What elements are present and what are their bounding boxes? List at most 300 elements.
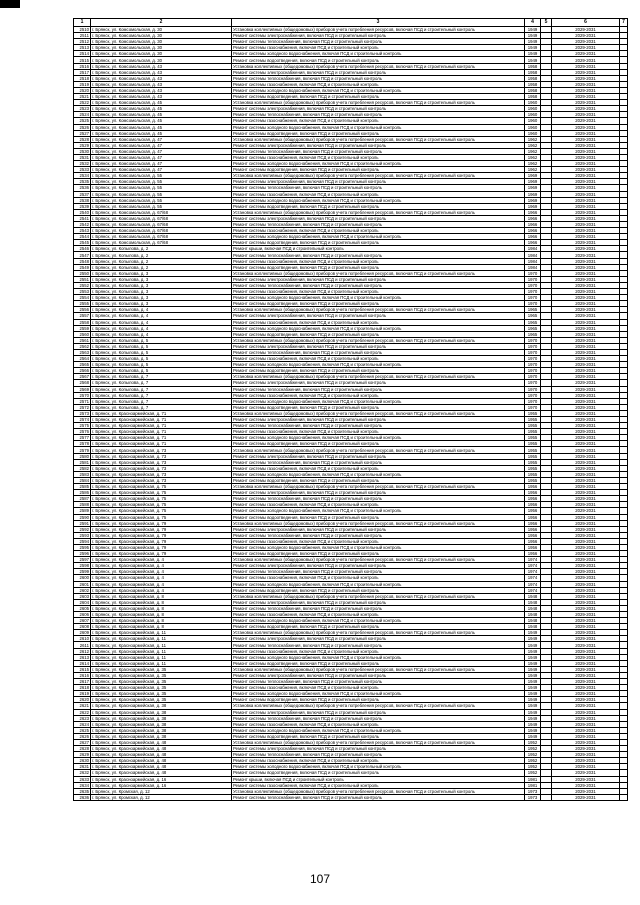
year-cell: 1962	[525, 161, 541, 167]
period-cell: 2029-2031	[552, 154, 620, 160]
year-cell: 1956	[525, 551, 541, 557]
address-cell: г. Брянск, ул. Копылова, д. 7	[91, 404, 232, 410]
work-type-cell: Ремонт системы газоснабжения, включая ПСД и строительный контроль	[232, 648, 525, 654]
row-number-cell: 2564	[74, 356, 91, 362]
row-number-cell: 2597	[74, 557, 91, 563]
year-cell: 1955	[525, 429, 541, 435]
period-cell: 2029-2031	[552, 81, 620, 87]
address-cell: г. Брянск, ул. Красноармейская, д. 16	[91, 782, 232, 788]
row-number-cell: 2630	[74, 758, 91, 764]
period-cell: 2029-2031	[552, 161, 620, 167]
period-cell: 2029-2031	[552, 57, 620, 63]
period-cell: 2029-2031	[552, 27, 620, 33]
work-type-cell: Ремонт системы газоснабжения, включая ПСД и строительный контроль	[232, 538, 525, 544]
row-number-cell: 2608	[74, 624, 91, 630]
work-type-cell: Установка коллективных (общедомовых) приборов учета потребления ресурсов, включая ПСД и строительный контроль	[232, 410, 525, 416]
address-cell: г. Брянск, ул. Комсомольская, д. 55	[91, 179, 232, 185]
address-cell: г. Брянск, ул. Красноармейская, д. 75	[91, 508, 232, 514]
year-cell: 1955	[525, 459, 541, 465]
work-type-cell: Ремонт системы газоснабжения, включая ПСД и строительный контроль	[232, 685, 525, 691]
period-cell: 2029-2031	[552, 788, 620, 794]
work-type-cell: Ремонт системы газоснабжения, включая ПСД и строительный контроль	[232, 81, 525, 87]
row-number-cell: 2613	[74, 654, 91, 660]
period-cell: 2029-2031	[552, 624, 620, 630]
work-type-cell: Ремонт системы водоотведения, включая ПСД и строительный контроль	[232, 167, 525, 173]
address-cell: г. Брянск, ул. Красноармейская, д. 48	[91, 752, 232, 758]
row-number-cell: 2632	[74, 770, 91, 776]
address-cell: г. Брянск, ул. Красноармейская, д. 79	[91, 532, 232, 538]
work-type-cell: Ремонт системы электроснабжения, включая ПСД и строительный контроль	[232, 636, 525, 642]
row-number-cell: 2542	[74, 222, 91, 228]
year-cell: 1956	[525, 502, 541, 508]
year-cell: 1955	[525, 441, 541, 447]
work-type-cell: Установка коллективных (общедомовых) приборов учета потребления ресурсов, включая ПСД и строительный контроль	[232, 270, 525, 276]
address-cell: г. Брянск, ул. Комсомольская, д. 30	[91, 45, 232, 51]
year-cell: 1970	[525, 386, 541, 392]
address-cell: г. Брянск, ул. Копылова, д. 5	[91, 362, 232, 368]
row-number-cell: 2567	[74, 374, 91, 380]
period-cell: 2029-2031	[552, 209, 620, 215]
address-cell: г. Брянск, ул. Красноармейская, д. 35	[91, 679, 232, 685]
address-cell: г. Брянск, ул. Красноармейская, д. 75	[91, 514, 232, 520]
period-cell: 2029-2031	[552, 319, 620, 325]
row-number-cell: 2601	[74, 581, 91, 587]
work-type-cell: Ремонт системы водоотведения, включая ПСД и строительный контроль	[232, 240, 525, 246]
period-cell: 2029-2031	[552, 520, 620, 526]
year-cell: 1970	[525, 301, 541, 307]
year-cell: 1949	[525, 697, 541, 703]
row-number-cell: 2522	[74, 100, 91, 106]
work-type-cell: Ремонт системы электроснабжения, включая ПСД и строительный контроль	[232, 746, 525, 752]
period-cell: 2029-2031	[552, 191, 620, 197]
work-type-cell: Ремонт системы теплоснабжения, включая ПСД и строительный контроль	[232, 679, 525, 685]
address-cell: г. Брянск, ул. Красноармейская, д. 11	[91, 654, 232, 660]
period-cell: 2029-2031	[552, 423, 620, 429]
address-cell: г. Брянск, ул. Комсомольская, д. 30	[91, 33, 232, 39]
work-type-cell: Установка коллективных (общедомовых) приборов учета потребления ресурсов, включая ПСД и строительный контроль	[232, 484, 525, 490]
work-type-cell: Ремонт системы теплоснабжения, включая ПСД и строительный контроль	[232, 112, 525, 118]
address-cell: г. Брянск, ул. Красноармейская, д. 35	[91, 697, 232, 703]
row-number-cell: 2602	[74, 587, 91, 593]
address-cell: г. Брянск, ул. Комсомольская, д. 45	[91, 112, 232, 118]
work-type-cell: Ремонт системы теплоснабжения, включая ПСД и строительный контроль	[232, 349, 525, 355]
works-table	[73, 18, 628, 801]
work-type-cell: Ремонт системы водоотведения, включая ПСД и строительный контроль	[232, 203, 525, 209]
period-cell: 2029-2031	[552, 148, 620, 154]
period-cell: 2029-2031	[552, 234, 620, 240]
period-cell: 2029-2031	[552, 380, 620, 386]
row-number-cell: 2529	[74, 142, 91, 148]
row-number-cell: 2532	[74, 161, 91, 167]
work-type-cell: Ремонт системы электроснабжения, включая ПСД и строительный контроль	[232, 563, 525, 569]
address-cell: г. Брянск, ул. Копылова, д. 3	[91, 282, 232, 288]
period-cell: 2029-2031	[552, 270, 620, 276]
period-cell: 2029-2031	[552, 313, 620, 319]
year-cell: 1966	[525, 234, 541, 240]
row-number-cell: 2545	[74, 240, 91, 246]
period-cell: 2029-2031	[552, 404, 620, 410]
address-cell: г. Брянск, ул. Красноармейская, д. 11	[91, 636, 232, 642]
column-header: 4	[525, 19, 541, 27]
year-cell: 1966	[525, 228, 541, 234]
address-cell: г. Брянск, ул. Красноармейская, д. 38	[91, 733, 232, 739]
address-cell: г. Брянск, ул. Красноармейская, д. 79	[91, 551, 232, 557]
row-number-cell: 2579	[74, 447, 91, 453]
period-cell: 2029-2031	[552, 258, 620, 264]
row-number-cell: 2588	[74, 502, 91, 508]
address-cell: г. Брянск, ул. Красноармейская, д. 79	[91, 538, 232, 544]
period-cell: 2029-2031	[552, 508, 620, 514]
year-cell: 1969	[525, 173, 541, 179]
period-cell: 2029-2031	[552, 240, 620, 246]
note-cell	[620, 794, 628, 800]
year-cell: 1949	[525, 721, 541, 727]
row-number-cell: 2615	[74, 666, 91, 672]
period-cell: 2029-2031	[552, 630, 620, 636]
address-cell: г. Брянск, ул. Красноармейская, д. 4	[91, 563, 232, 569]
address-cell: г. Брянск, ул. Красноармейская, д. 48	[91, 758, 232, 764]
year-cell: 1970	[525, 276, 541, 282]
row-number-cell: 2560	[74, 331, 91, 337]
work-type-cell: Ремонт системы холодного водоснабжения, включая ПСД и строительный контроль	[232, 161, 525, 167]
address-cell: г. Брянск, ул. Копылова, д. 7	[91, 380, 232, 386]
row-number-cell: 2594	[74, 538, 91, 544]
row-number-cell: 2591	[74, 520, 91, 526]
work-type-cell: Ремонт системы газоснабжения, включая ПСД и строительный контроль	[232, 258, 525, 264]
period-cell: 2029-2031	[552, 87, 620, 93]
work-type-cell: Ремонт системы электроснабжения, включая ПСД и строительный контроль	[232, 380, 525, 386]
row-number-cell: 2553	[74, 289, 91, 295]
row-number-cell: 2514	[74, 51, 91, 57]
row-number-cell: 2576	[74, 429, 91, 435]
period-cell: 2029-2031	[552, 410, 620, 416]
period-cell: 2029-2031	[552, 228, 620, 234]
year-cell: 1949	[525, 660, 541, 666]
year-cell: 1970	[525, 392, 541, 398]
address-cell: г. Брянск, ул. Красноармейская, д. 8	[91, 624, 232, 630]
work-type-cell: Ремонт системы теплоснабжения, включая ПСД и строительный контроль	[232, 282, 525, 288]
extra-cell	[541, 794, 552, 800]
period-cell: 2029-2031	[552, 691, 620, 697]
address-cell: г. Брянск, ул. Комсомольская, д. 43	[91, 63, 232, 69]
row-number-cell: 2554	[74, 295, 91, 301]
period-cell: 2029-2031	[552, 368, 620, 374]
row-number-cell: 2620	[74, 697, 91, 703]
year-cell: 1958	[525, 75, 541, 81]
row-number-cell: 2590	[74, 514, 91, 520]
year-cell: 1966	[525, 240, 541, 246]
period-cell: 2029-2031	[552, 587, 620, 593]
row-number-cell: 2541	[74, 215, 91, 221]
period-cell: 2029-2031	[552, 557, 620, 563]
address-cell: г. Брянск, ул. Копылова, д. 7	[91, 398, 232, 404]
work-type-cell: Ремонт системы газоснабжения, включая ПСД и строительный контроль	[232, 465, 525, 471]
year-cell: 1955	[525, 471, 541, 477]
year-cell: 1970	[525, 270, 541, 276]
address-cell: г. Брянск, ул. Копылова, д. 5	[91, 368, 232, 374]
address-cell: г. Брянск, ул. Красноармейская, д. 75	[91, 496, 232, 502]
work-type-cell: Установка коллективных (общедомовых) приборов учета потребления ресурсов, включая ПСД и строительный контроль	[232, 630, 525, 636]
period-cell: 2029-2031	[552, 386, 620, 392]
period-cell: 2029-2031	[552, 721, 620, 727]
row-number-cell: 2612	[74, 648, 91, 654]
period-cell: 2029-2031	[552, 575, 620, 581]
year-cell: 1949	[525, 57, 541, 63]
row-number-cell: 2551	[74, 276, 91, 282]
address-cell: г. Брянск, ул. Комсомольская, д. 45	[91, 106, 232, 112]
row-number-cell: 2530	[74, 148, 91, 154]
year-cell: 1984	[525, 258, 541, 264]
column-header: 1	[74, 19, 91, 27]
period-cell: 2029-2031	[552, 39, 620, 45]
period-cell: 2029-2031	[552, 636, 620, 642]
period-cell: 2029-2031	[552, 526, 620, 532]
work-type-cell: Ремонт системы холодного водоснабжения, включая ПСД и строительный контроль	[232, 508, 525, 514]
year-cell: 1984	[525, 252, 541, 258]
row-number-cell: 2519	[74, 81, 91, 87]
period-cell: 2029-2031	[552, 417, 620, 423]
address-cell: г. Брянск, ул. Красноармейская, д. 11	[91, 642, 232, 648]
year-cell: 1965	[525, 331, 541, 337]
row-number-cell: 2607	[74, 618, 91, 624]
row-number-cell: 2617	[74, 679, 91, 685]
work-type-cell: Ремонт системы теплоснабжения, включая ПСД и строительный контроль	[232, 752, 525, 758]
work-type-cell: Ремонт системы водоотведения, включая ПСД и строительный контроль	[232, 368, 525, 374]
work-type-cell: Ремонт системы холодного водоснабжения, включая ПСД и строительный контроль	[232, 581, 525, 587]
year-cell: 1969	[525, 185, 541, 191]
work-type-cell: Установка коллективных (общедомовых) приборов учета потребления ресурсов, включая ПСД и строительный контроль	[232, 337, 525, 343]
period-cell: 2029-2031	[552, 758, 620, 764]
row-number-cell: 2510	[74, 27, 91, 33]
row-number-cell: 2568	[74, 380, 91, 386]
address-cell: г. Брянск, ул. Красноармейская, д. 73	[91, 453, 232, 459]
row-number-cell: 2589	[74, 508, 91, 514]
address-cell: г. Брянск, ул. Копылова, д. 3	[91, 295, 232, 301]
work-type-cell: Ремонт системы теплоснабжения, включая ПСД и строительный контроль	[232, 386, 525, 392]
address-cell: г. Брянск, ул. Красноармейская, д. 38	[91, 715, 232, 721]
year-cell: 1970	[525, 356, 541, 362]
work-type-cell: Установка коллективных (общедомовых) приборов учета потребления ресурсов, включая ПСД и строительный контроль	[232, 703, 525, 709]
period-cell: 2029-2031	[552, 203, 620, 209]
work-type-cell: Ремонт системы холодного водоснабжения, включая ПСД и строительный контроль	[232, 544, 525, 550]
address-cell: г. Брянск, ул. Комсомольская, д. 55	[91, 173, 232, 179]
address-cell: г. Брянск, ул. Красноармейская, д. 35	[91, 685, 232, 691]
address-cell: г. Брянск, ул. Копылова, д. 4	[91, 331, 232, 337]
work-type-cell: Ремонт системы водоотведения, включая ПСД и строительный контроль	[232, 624, 525, 630]
period-cell: 2029-2031	[552, 581, 620, 587]
year-cell: 1955	[525, 410, 541, 416]
year-cell: 1952	[525, 746, 541, 752]
row-number-cell: 2547	[74, 252, 91, 258]
year-cell: 1948	[525, 618, 541, 624]
year-cell: 1948	[525, 612, 541, 618]
year-cell: 1955	[525, 417, 541, 423]
address-cell: г. Брянск, ул. Красноармейская, д. 11	[91, 630, 232, 636]
row-number-cell: 2610	[74, 636, 91, 642]
address-cell: г. Брянск, ул. Красноармейская, д. 8	[91, 618, 232, 624]
row-number-cell: 2636	[74, 794, 91, 800]
row-number-cell: 2546	[74, 246, 91, 252]
period-cell: 2029-2031	[552, 471, 620, 477]
period-cell: 2029-2031	[552, 374, 620, 380]
work-type-cell: Установка коллективных (общедомовых) приборов учета потребления ресурсов, включая ПСД и строительный контроль	[232, 136, 525, 142]
year-cell: 1952	[525, 770, 541, 776]
row-number-cell: 2521	[74, 94, 91, 100]
period-cell: 2029-2031	[552, 453, 620, 459]
row-number-cell: 2616	[74, 672, 91, 678]
address-cell: г. Брянск, ул. Красноармейская, д. 73	[91, 465, 232, 471]
row-number-cell: 2556	[74, 307, 91, 313]
row-number-cell: 2635	[74, 788, 91, 794]
row-number-cell: 2633	[74, 776, 91, 782]
period-cell: 2029-2031	[552, 727, 620, 733]
year-cell: 1955	[525, 435, 541, 441]
year-cell: 1948	[525, 605, 541, 611]
address-cell: г. Брянск, ул. Красноармейская, д. 38	[91, 703, 232, 709]
row-number-cell: 2629	[74, 752, 91, 758]
year-cell: 1956	[525, 544, 541, 550]
work-type-cell: Ремонт системы холодного водоснабжения, включая ПСД и строительный контроль	[232, 727, 525, 733]
address-cell: г. Брянск, ул. Красноармейская, д. 8	[91, 612, 232, 618]
period-cell: 2029-2031	[552, 356, 620, 362]
work-type-cell: Ремонт системы электроснабжения, включая ПСД и строительный контроль	[232, 69, 525, 75]
work-type-cell: Установка коллективных (общедомовых) приборов учета потребления ресурсов, включая ПСД и строительный контроль	[232, 100, 525, 106]
address-cell: г. Брянск, ул. Комсомольская, д. 43	[91, 81, 232, 87]
address-cell: г. Брянск, ул. Комсомольская, д. 45	[91, 100, 232, 106]
period-cell: 2029-2031	[552, 118, 620, 124]
address-cell: г. Брянск, ул. Красноармейская, д. 75	[91, 502, 232, 508]
period-cell: 2029-2031	[552, 142, 620, 148]
work-type-cell: Ремонт системы теплоснабжения, включая ПСД и строительный контроль	[232, 75, 525, 81]
row-number-cell: 2605	[74, 605, 91, 611]
address-cell: г. Брянск, ул. Комсомольская, д. 45	[91, 124, 232, 130]
year-cell: 1970	[525, 289, 541, 295]
row-number-cell: 2515	[74, 57, 91, 63]
period-cell: 2029-2031	[552, 282, 620, 288]
year-cell: 1952	[525, 752, 541, 758]
address-cell: г. Брянск, ул. Комсомольская, д. 43	[91, 87, 232, 93]
address-cell: г. Брянск, ул. Комсомольская, д. 47	[91, 154, 232, 160]
period-cell: 2029-2031	[552, 490, 620, 496]
year-cell: 1970	[525, 349, 541, 355]
period-cell: 2029-2031	[552, 703, 620, 709]
year-cell: 1949	[525, 630, 541, 636]
year-cell: 1958	[525, 81, 541, 87]
row-number-cell: 2524	[74, 112, 91, 118]
period-cell: 2029-2031	[552, 618, 620, 624]
year-cell: 1960	[525, 118, 541, 124]
period-cell: 2029-2031	[552, 538, 620, 544]
address-cell: г. Брянск, ул. Копылова, д. 3	[91, 270, 232, 276]
address-cell: г. Брянск, ул. Комсомольская, д. 47	[91, 167, 232, 173]
period-cell: 2029-2031	[552, 289, 620, 295]
work-type-cell: Установка коллективных (общедомовых) приборов учета потребления ресурсов, включая ПСД и строительный контроль	[232, 739, 525, 745]
period-cell: 2029-2031	[552, 477, 620, 483]
year-cell: 1956	[525, 514, 541, 520]
row-number-cell: 2623	[74, 715, 91, 721]
row-number-cell: 2595	[74, 544, 91, 550]
work-type-cell: Ремонт системы холодного водоснабжения, включая ПСД и строительный контроль	[232, 764, 525, 770]
period-cell: 2029-2031	[552, 484, 620, 490]
work-type-cell: Ремонт системы холодного водоснабжения, включая ПСД и строительный контроль	[232, 435, 525, 441]
work-type-cell: Ремонт системы теплоснабжения, включая ПСД и строительный контроль	[232, 496, 525, 502]
work-type-cell: Ремонт системы теплоснабжения, включая ПСД и строительный контроль	[232, 148, 525, 154]
row-number-cell: 2606	[74, 612, 91, 618]
work-type-cell: Ремонт системы электроснабжения, включая ПСД и строительный контроль	[232, 453, 525, 459]
year-cell: 1949	[525, 727, 541, 733]
address-cell: г. Брянск, ул. Красноармейская, д. 73	[91, 447, 232, 453]
work-type-cell: Установка коллективных (общедомовых) приборов учета потребления ресурсов, включая ПСД и строительный контроль	[232, 788, 525, 794]
work-type-cell: Установка коллективных (общедомовых) приборов учета потребления ресурсов, включая ПСД и строительный контроль	[232, 557, 525, 563]
row-number-cell: 2584	[74, 477, 91, 483]
work-type-cell: Ремонт системы электроснабжения, включая ПСД и строительный контроль	[232, 709, 525, 715]
work-type-cell: Ремонт системы теплоснабжения, включая ПСД и строительный контроль	[232, 185, 525, 191]
work-type-cell: Ремонт системы теплоснабжения, включая ПСД и строительный контроль	[232, 715, 525, 721]
row-number-cell: 2538	[74, 197, 91, 203]
address-cell: г. Брянск, ул. Копылова, д. 4	[91, 307, 232, 313]
period-cell: 2029-2031	[552, 307, 620, 313]
period-cell: 2029-2031	[552, 593, 620, 599]
period-cell: 2029-2031	[552, 246, 620, 252]
row-number-cell: 2603	[74, 593, 91, 599]
year-cell: 1948	[525, 599, 541, 605]
work-type-cell: Установка коллективных (общедомовых) приборов учета потребления ресурсов, включая ПСД и строительный контроль	[232, 173, 525, 179]
work-type-cell: Ремонт системы теплоснабжения, включая ПСД и строительный контроль	[232, 39, 525, 45]
year-cell: 1949	[525, 642, 541, 648]
row-number-cell: 2580	[74, 453, 91, 459]
period-cell: 2029-2031	[552, 733, 620, 739]
row-number-cell: 2525	[74, 118, 91, 124]
row-number-cell: 2511	[74, 33, 91, 39]
address-cell: г. Брянск, ул. Красноармейская, д. 8	[91, 593, 232, 599]
address-cell: г. Брянск, ул. Красноармейская, д. 4	[91, 581, 232, 587]
table-body	[74, 27, 628, 801]
work-type-cell: Ремонт системы теплоснабжения, включая ПСД и строительный контроль	[232, 222, 525, 228]
year-cell: 1949	[525, 51, 541, 57]
period-cell: 2029-2031	[552, 532, 620, 538]
work-type-cell: Ремонт системы холодного водоснабжения, включая ПСД и строительный контроль	[232, 325, 525, 331]
period-cell: 2029-2031	[552, 252, 620, 258]
period-cell: 2029-2031	[552, 441, 620, 447]
period-cell: 2029-2031	[552, 173, 620, 179]
period-cell: 2029-2031	[552, 63, 620, 69]
work-type-cell: Ремонт системы электроснабжения, включая ПСД и строительный контроль	[232, 33, 525, 39]
column-header: 5	[541, 19, 552, 27]
year-cell: 1949	[525, 39, 541, 45]
year-cell: 1956	[525, 508, 541, 514]
work-type-cell: Ремонт системы водоотведения, включая ПСД и строительный контроль	[232, 301, 525, 307]
period-cell: 2029-2031	[552, 100, 620, 106]
address-cell: г. Брянск, ул. Красноармейская, д. 71	[91, 429, 232, 435]
work-type-cell: Ремонт системы водоотведения, включая ПСД и строительный контроль	[232, 514, 525, 520]
row-number-cell: 2583	[74, 471, 91, 477]
year-cell: 1966	[525, 215, 541, 221]
row-number-cell: 2516	[74, 63, 91, 69]
row-number-cell: 2571	[74, 398, 91, 404]
year-cell: 1956	[525, 484, 541, 490]
period-cell: 2029-2031	[552, 447, 620, 453]
period-cell: 2029-2031	[552, 697, 620, 703]
period-cell: 2029-2031	[552, 45, 620, 51]
work-type-cell: Ремонт системы теплоснабжения, включая ПСД и строительный контроль	[232, 642, 525, 648]
period-cell: 2029-2031	[552, 502, 620, 508]
row-number-cell: 2559	[74, 325, 91, 331]
address-cell: г. Брянск, ул. Копылова, д. 2	[91, 258, 232, 264]
work-type-cell: Ремонт системы электроснабжения, включая ПСД и строительный контроль	[232, 106, 525, 112]
year-cell: 1948	[525, 624, 541, 630]
row-number-cell: 2574	[74, 417, 91, 423]
year-cell: 1965	[525, 307, 541, 313]
